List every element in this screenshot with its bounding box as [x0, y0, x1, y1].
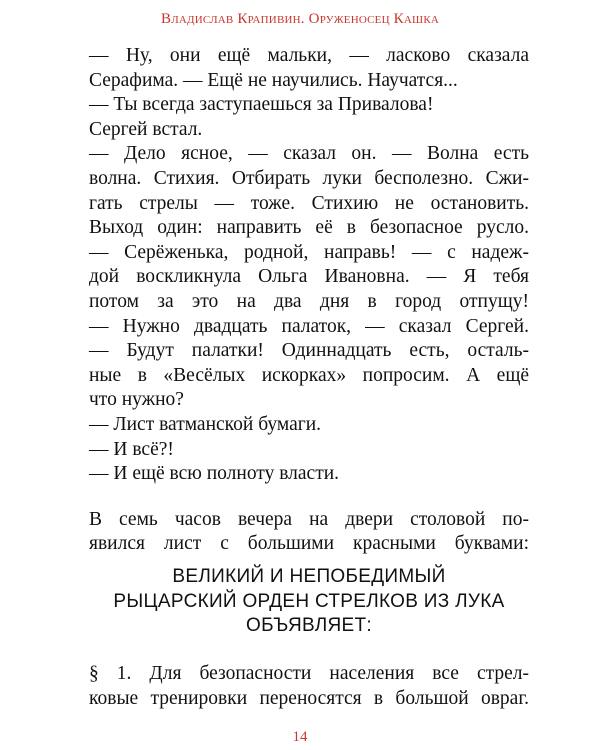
text-line: В семь часов вечера на двери столовой по- — [89, 508, 529, 530]
heading-line: РЫЦАРСКИЙ ОРДЕН СТРЕЛКОВ ИЗ ЛУКА — [113, 590, 505, 612]
text-line: явился лист с большими красными буквами: — [89, 533, 529, 555]
heading-line: ВЕЛИКИЙ И НЕПОБЕДИМЫЙ — [172, 566, 446, 587]
text-line: § 1. Для безопасности населения все стрел- — [89, 663, 529, 684]
text-line: — Серёженька, родной, направь! — с надеж- — [89, 241, 529, 263]
paragraph — [89, 44, 529, 93]
text-line: волна. Стихия. Отбирать луки бесполезно. Сжи- — [89, 167, 529, 189]
paragraph — [89, 508, 529, 557]
announcement-heading — [89, 565, 529, 639]
text-line: ковые тренировки переносятся в большой овраг. — [89, 687, 529, 709]
text-line: ные в «Весёлых искорках» попросим. А ещё — [89, 364, 529, 386]
text-line: — Нужно двадцать палаток, — сказал Сергей. — [89, 315, 529, 337]
text-line: что нужно? — [89, 389, 184, 411]
text-line: — Дело ясное, — сказал он. — Волна есть — [89, 143, 529, 165]
paragraph — [89, 413, 529, 438]
paragraph — [89, 438, 529, 463]
text-line: — Лист ватманской бумаги. — [89, 413, 322, 435]
text-line: Серафима. — Ещё не научились. Научатся... — [89, 69, 458, 91]
page-number: 14 — [292, 729, 308, 745]
section-break — [89, 487, 529, 508]
text-line: — Ты всегда заступаешься за Привалова! — [89, 94, 434, 116]
paragraph — [89, 118, 529, 143]
text-line: — Будут палатки! Одиннадцать есть, осталь- — [89, 340, 529, 362]
body-text — [89, 44, 529, 557]
heading-line: ОБЪЯВЛЯЕТ: — [246, 615, 372, 636]
text-line: Сергей встал. — [89, 118, 203, 140]
section-1-paragraph — [89, 662, 529, 711]
running-head: Владислав Крапивин. Оруженосец Кашка — [160, 11, 440, 27]
text-line: Выход один: направить её в безопасное русло. — [89, 217, 529, 239]
paragraph — [89, 241, 529, 315]
paragraph — [89, 339, 529, 413]
text-line: — И ещё всю полноту власти. — [89, 463, 340, 485]
text-line: — И всё?! — [89, 438, 174, 460]
paragraph — [89, 93, 529, 118]
text-line: потом за это на два дня в город отпущу! — [89, 290, 529, 312]
paragraph — [89, 462, 529, 487]
paragraph — [89, 315, 529, 340]
text-line: гать стрелы — тоже. Стихию не остановить. — [89, 192, 529, 214]
text-line: дой воскликнула Ольга Ивановна. — Я тебя — [89, 266, 529, 288]
paragraph — [89, 142, 529, 240]
text-line: — Ну, они ещё мальки, — ласково сказала — [89, 45, 529, 66]
